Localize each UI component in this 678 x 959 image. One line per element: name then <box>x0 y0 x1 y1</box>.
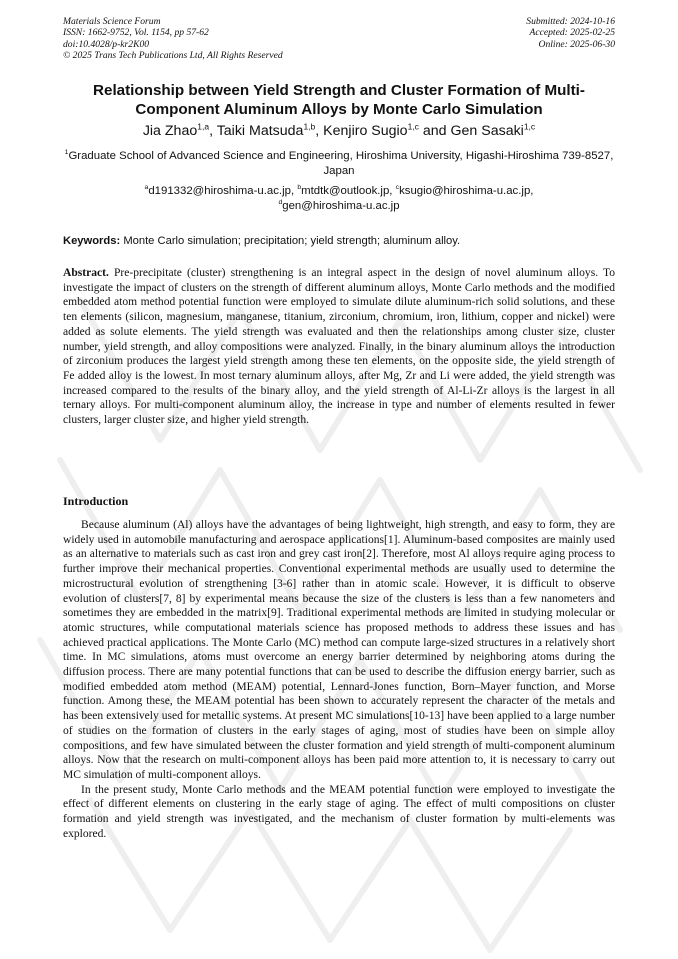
emails: $^a$d191332@hiroshima-u.ac.jp, $^b$mtdtk@outlook.jp, $^c$ksugio@hiroshima-u.ac.jp, $^d$gen@hiroshima-u.ac.jp <box>144 184 534 212</box>
accepted-date: Accepted: 2025-02-25 <box>529 27 615 39</box>
introduction-body <box>63 518 615 841</box>
authors: Jia Zhao$^{1,a}$, Taiki Matsuda$^{1,b}$, Kenjiro Sugio$^{1,c}$ and Gen Sasaki$^{1,c}$ <box>142 121 536 139</box>
keywords-label: Keywords: <box>63 235 121 247</box>
journal-name: Materials Science Forum <box>63 16 161 27</box>
keywords-text: Monte Carlo simulation; precipitation; yield strength; aluminum alloy. <box>123 235 461 247</box>
email[interactable]: $^c$ksugio@hiroshima-u.ac.jp <box>395 184 531 197</box>
keywords <box>63 234 615 248</box>
abstract <box>63 266 615 428</box>
author: Kenjiro Sugio$^{1,c}$ <box>323 121 419 139</box>
paragraph: Because aluminum (Al) alloys have the advantages of being lightweight, high strength, and easy to form, they are widely used in automobile manufacturing and aerospace applications[1]. Aluminum-based composites are mainly used as an alternative to materials such as cast iron and grey cast iron[2]. Therefore, most Al alloys require aging process to further improve their mechanical properties. Conventional experimental methods are usually used to determine the microstructural evolution of strengthening [3-6] rather than in atomic scale. However, it is difficult to observe evolution of clusters[7, 8] by experimental means because the size of the clusters is less than a few nanometers and sometimes they are embedded in the matrix[9]. Traditional experimental methods are limited in studying molecular or atomic structures, while computational materials science has proposed methods to address these issues and has achieved practical applications. The Monte Carlo (MC) method can compute large-sized structures in a relatively short time. In MC simulations, atoms must overcome an energy barrier determined by neighboring atoms during the diffusion process. There are many potential functions that can be used to describe the diffusion energy barrier, such as modified embedded atom method (MEAM) potential, Lennard-Jones function, Born–Mayer function, and Morse function. Among these, the MEAM potential has been shown to accurately represent the character of the metals and has been extensively used for metallic systems. At present MC simulations[10-13] have been applied to a large number of studies on the formation of clusters in the early stages of aging, most of studies have been on simple alloy compositions, and few have simulated between the cluster formation and yield strength of multi-component aluminum alloys. Now that the research on multi-component alloys has been paid more attention to, it is necessary to carry out MC simulation of multi-component alloys. <box>63 519 615 781</box>
paper-title: Relationship between Yield Strength and Cluster Formation of Multi-Component Aluminum Alloys by Monte Carlo Simulation <box>93 82 585 118</box>
copyright: © 2025 Trans Tech Publications Ltd, All Rights Reserved <box>63 50 283 62</box>
author: Jia Zhao$^{1,a}$ <box>142 121 210 139</box>
online-date: Online: 2025-06-30 <box>538 38 615 50</box>
paragraph: In the present study, Monte Carlo methods and the MEAM potential function were employed to investigate the effect of different elements on clustering in the early stage of aging. The effect of multi compositions on cluster formation and yield strength was investigated, and the mechanism of cluster formation by multi-elements was explored. <box>63 783 615 840</box>
abstract-text: Pre-precipitate (cluster) strengthening is an integral aspect in the design of novel aluminum alloys. To investigate the impact of clusters on the strength of different aluminum alloys, Monte Carlo methods and the modified embedded atom method potential function were employed to simulate dilute aluminum-rich solid solutions, and these ten elements (silicon, magnesium, manganese, titanium, zirconium, chromium, iron, lithium, copper and nickel) were added as solute elements. The yield strength was evaluated and then the relationships among cluster size, cluster number, yield strength, and alloy compositions were analyzed. Finally, in the binary aluminum alloys the introduction of zirconium produces the largest yield strength among these ten elements, on the opposite side, the yield strength of Fe added alloy is the lowest. In most ternary aluminum alloys, after Mg, Zr and Li were added, the yield strength was increased compared to the results of the binary alloy, and the yield strength of Al-Li-Zr alloys is the largest in all ternary alloys. For multi-component aluminum alloy, the increase in type and number of elements resulted in fewer clusters, larger cluster size, and higher yield strength. <box>63 267 616 427</box>
author: Gen Sasaki$^{1,c}$ <box>450 121 536 139</box>
submitted-date: Submitted: 2024-10-16 <box>526 16 615 27</box>
abstract-label: Abstract. <box>63 267 109 279</box>
journal-info <box>63 16 283 62</box>
email[interactable]: $^d$gen@hiroshima-u.ac.jp <box>278 198 400 212</box>
issn: ISSN: 1662-9752, Vol. 1154, pp 57-62 <box>63 27 209 39</box>
email[interactable]: $^a$d191332@hiroshima-u.ac.jp <box>144 184 291 197</box>
email[interactable]: $^b$mtdtk@outlook.jp <box>297 184 390 197</box>
author: Taiki Matsuda$^{1,b}$ <box>216 121 316 139</box>
doi: doi:10.4028/p-kr2K00 <box>63 38 150 50</box>
introduction-heading: Introduction <box>63 494 129 508</box>
affiliation: $^1$Graduate School of Advanced Science and Engineering, Hiroshima University, Higashi-Hiroshima 739-8527, Japan <box>64 149 614 177</box>
dates-info <box>526 16 615 50</box>
